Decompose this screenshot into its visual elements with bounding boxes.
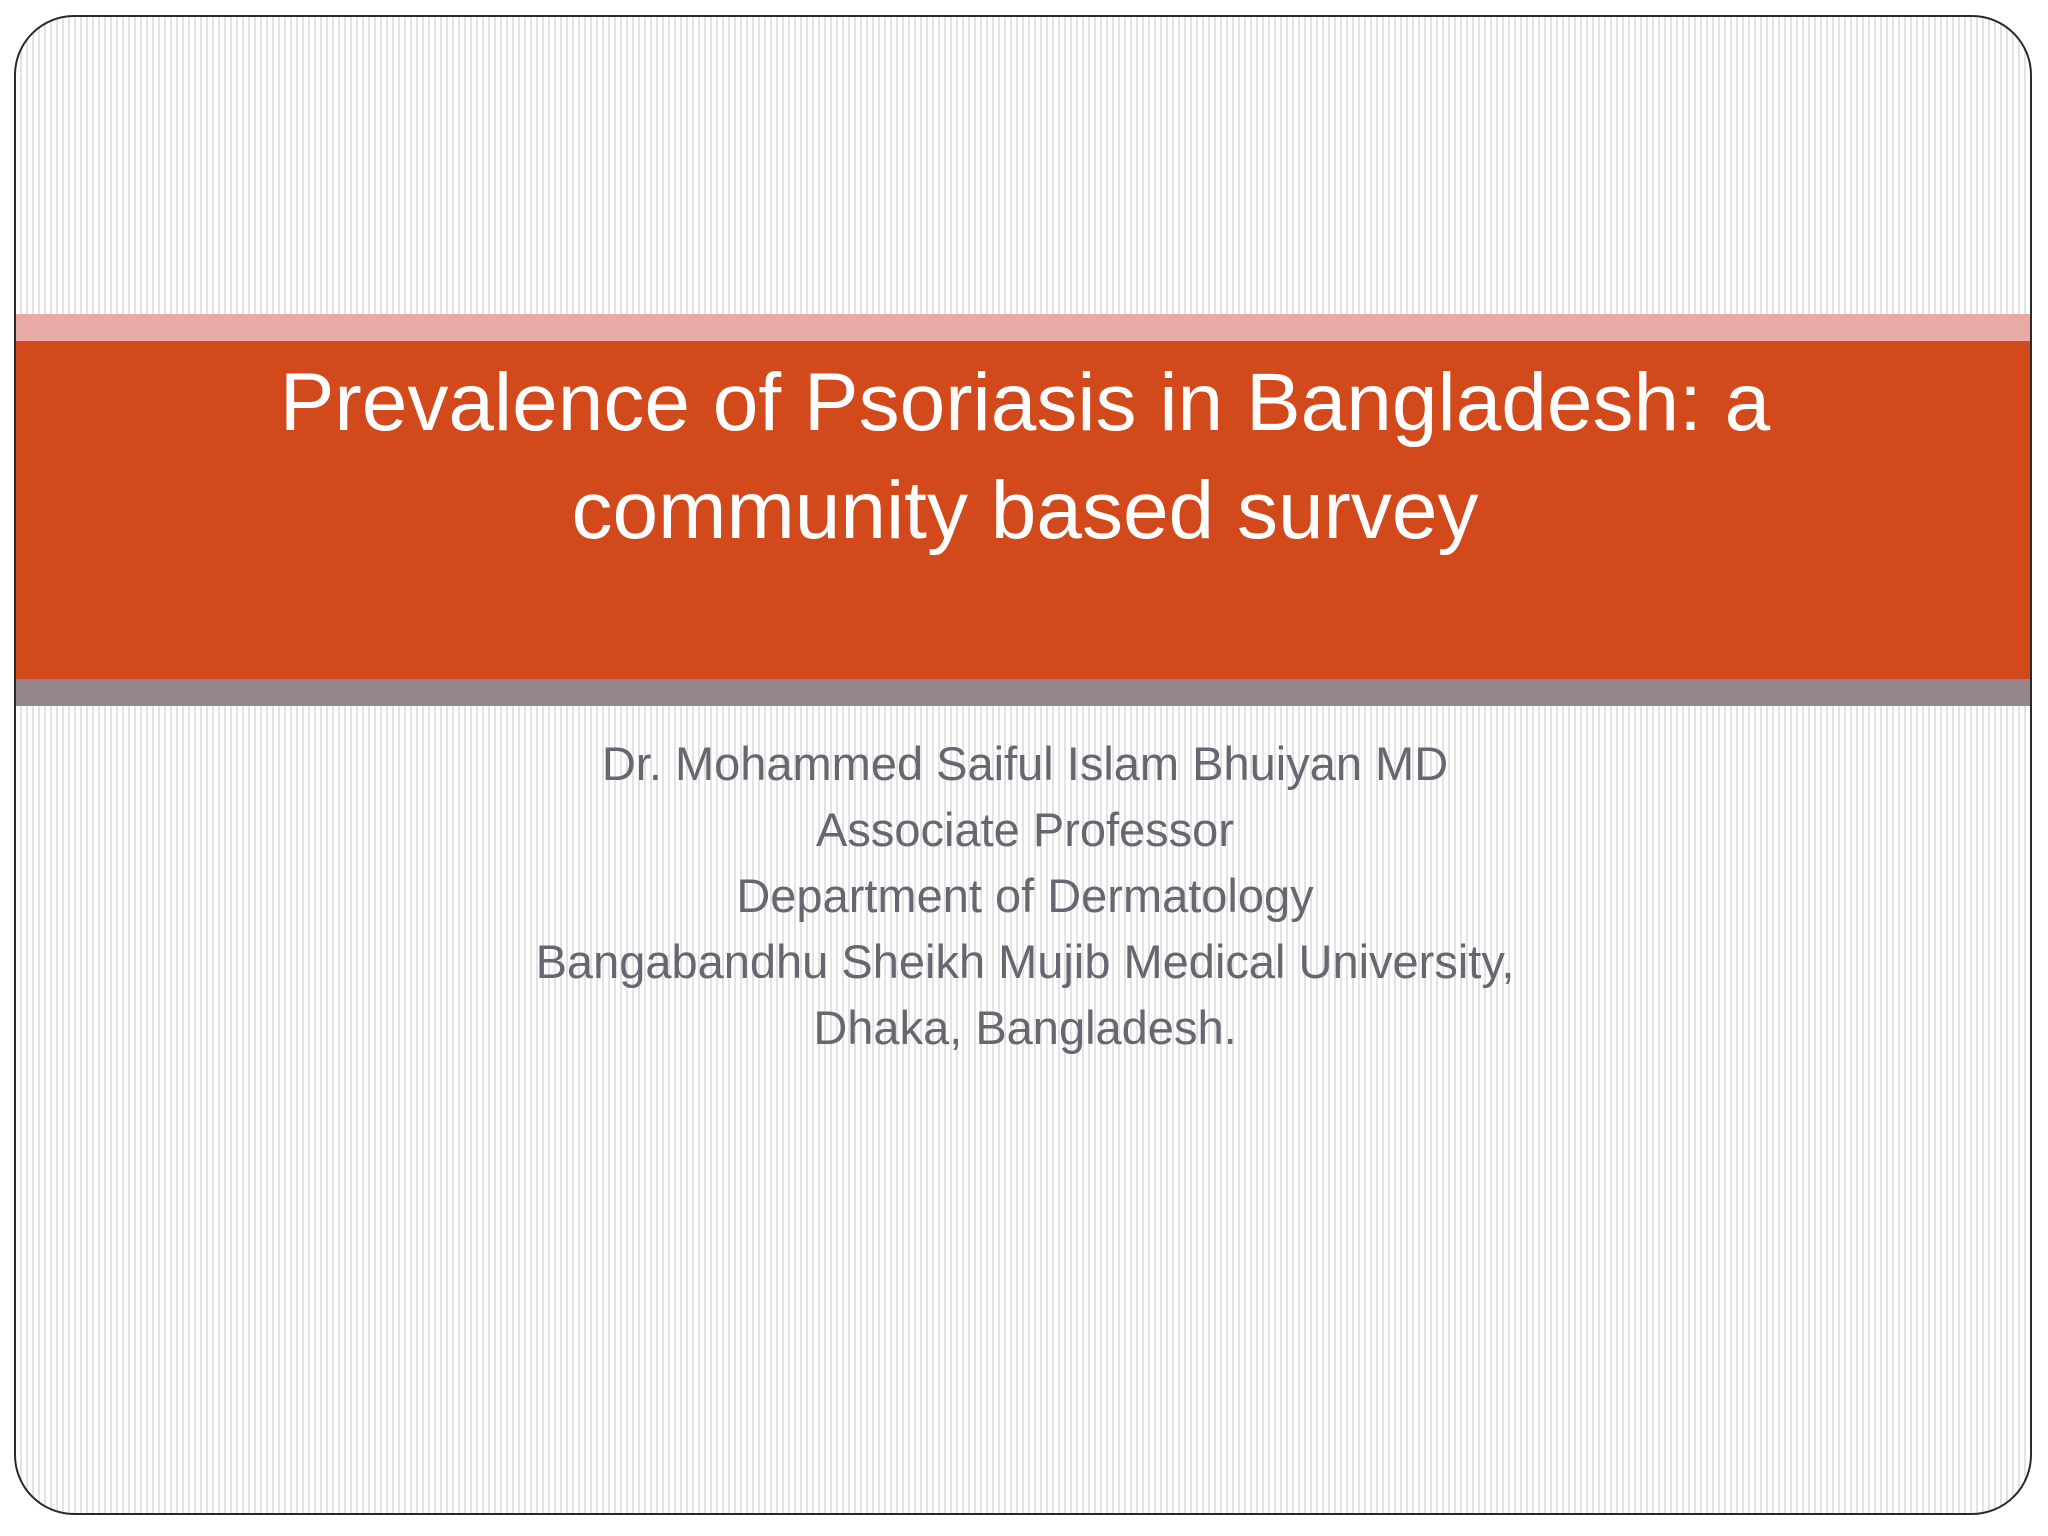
author-department: Department of Dermatology — [736, 869, 1314, 922]
author-block — [96, 731, 1954, 1061]
author-institution: Bangabandhu Sheikh Mujib Medical University, — [535, 935, 1515, 988]
title-band-bottom-stripe — [16, 679, 2030, 706]
author-position: Associate Professor — [816, 803, 1234, 856]
slide — [14, 15, 2032, 1515]
author-location: Dhaka, Bangladesh. — [813, 1001, 1237, 1054]
title-band-top-stripe — [16, 314, 2030, 341]
author-name: Dr. Mohammed Saiful Islam Bhuiyan MD — [601, 737, 1449, 790]
slide-title: Prevalence of Psoriasis in Bangladesh: a community based survey — [279, 357, 1771, 556]
